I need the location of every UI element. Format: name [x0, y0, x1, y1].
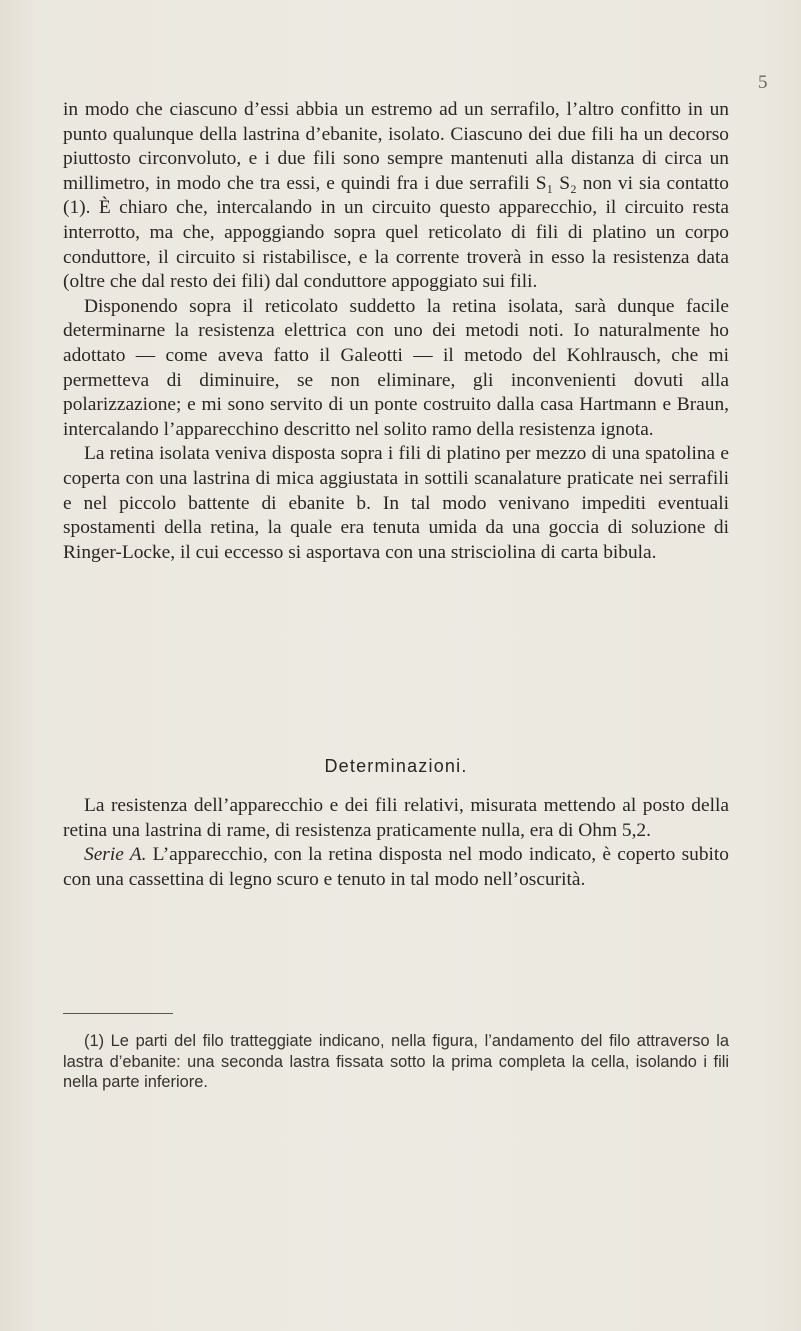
paragraph-2: Disponendo sopra il reticolato suddetto la retina isolata, sarà dunque facile determinarne la resistenza elettrica con uno dei metodi noti. Io naturalmente ho adottato — come aveva fatto il Galeotti — il metodo del Kohlrausch, che mi permetteva di diminuire, se non eliminare, gli inconvenienti dovuti alla polarizzazione; e mi sono servito di un ponte costruito dalla casa Hartmann e Braun, intercalando l’apparecchino descritto nel solito ramo della resistenza ignota.	[63, 295, 729, 440]
footnote-text: (1) Le parti del filo tratteggiate indicano, nella figura, l’andamento del filo attraverso la lastra d’ebanite: una seconda lastra fissata sotto la prima completa la cella, isolando i fili nella parte inferiore.	[63, 1032, 729, 1091]
paragraph-1: in modo che ciascuno d’essi abbia un estremo ad un serrafilo, l’altro confitto in un punto qualunque della lastrina d’ebanite, isolato. Ciascuno dei due fili ha un decorso piuttosto circonvoluto, e i due fili sono sempre mantenuti alla distanza di circa un millimetro, in modo che tra essi, e quindi fra i due serrafili S₁ S₂ non vi sia contatto (1). È chiaro che, intercalando in un circuito questo apparecchio, il circuito resta interrotto, ma che, appoggiando sopra quel reticolato di fili di platino un corpo conduttore, il circuito si ristabilisce, e la corrente troverà in esso la resistenza data (oltre che dal resto dei fili) dal conduttore appoggiato sui fili.	[63, 99, 729, 293]
footnote	[63, 1031, 729, 1093]
main-text	[63, 98, 729, 565]
section-paragraph-2	[63, 843, 729, 892]
footnote-divider	[63, 1013, 173, 1014]
series-text: L’apparecchio, con la retina disposta nel modo indicato, è coperto subito con una cassettina di legno scuro e tenuto in tal modo nell’oscurità.	[63, 844, 729, 890]
section-heading: Determinazioni.	[324, 756, 468, 776]
section-text	[63, 794, 729, 892]
section-paragraph-1: La resistenza dell’apparecchio e dei fili relativi, misurata mettendo al posto della retina una lastrina di rame, di resistenza praticamente nulla, era di Ohm 5,2.	[63, 795, 729, 841]
page-number: 5	[758, 72, 768, 93]
paragraph-3: La retina isolata veniva disposta sopra i fili di platino per mezzo di una spatolina e coperta con una lastrina di mica aggiustata in sottili scanalature praticate nei serrafili e nel piccolo battente di ebanite b. In tal modo venivano impediti eventuali spostamenti della retina, la quale era tenuta umida da una goccia di soluzione di Ringer-Locke, il cui eccesso si asportava con una strisciolina di carta bibula.	[63, 443, 729, 563]
series-label: Serie A.	[84, 844, 147, 866]
